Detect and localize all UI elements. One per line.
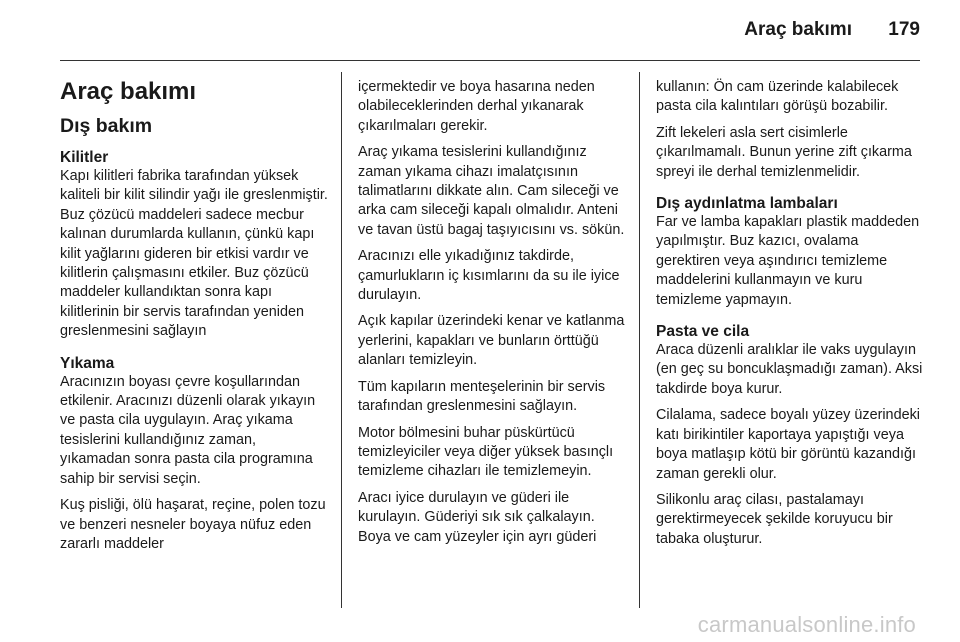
section-title: Dış bakım <box>60 115 153 137</box>
exterior-lights-text: Far ve lamba kapakları plastik maddeden yapılmıştır. Buz kazıcı, ovalama gerektiren veya aşındırıcı temizleme maddelerini kullanmayın ve kuru temizleme yapmayın. <box>656 214 920 308</box>
wash-paragraph-1: Aracınızın boyası çevre koşullarından etkilenir. Aracınızı düzenli olarak yıkayın ve pasta cila uygulayın. Araç yıkama tesislerini kullandığınız zaman, yıkamadan sonra pasta cila programına sahip bir servisi seçin. <box>60 373 316 487</box>
col2-paragraph-2: Araç yıkama tesislerini kullandığınız zaman yıkama cihazı imalatçısının talimatlarını dikkate alın. Cam sileceği ve arka cam sileceği kapalı olmalıdır. Anteni ve tavan üstü bagaj taşıyıcısını vs. sökün. <box>358 144 625 238</box>
wash-heading: Yıkama <box>60 354 115 372</box>
locks-heading: Kilitler <box>60 149 109 166</box>
col2-paragraph-3: Aracınızı elle yıkadığınız takdirde, çamurlukların iç kısımlarını da su ile iyice durulayın. <box>358 248 620 304</box>
col2-paragraph-7: Aracı iyice durulayın ve güderi ile kurulayın. Güderiyi sık sık çalkalayın. Boya ve cam yüzeyler için ayrı güderi <box>358 489 597 545</box>
wash-paragraph-2: Kuş pisliği, ölü haşarat, reçine, polen tozu ve benzeri nesneler boyaya nüfuz eden zararlı maddeler <box>60 497 326 552</box>
header-title: Araç bakımı <box>744 19 852 40</box>
watermark: carmanualsonline.info <box>697 612 916 637</box>
page-header <box>0 0 960 62</box>
column-2 <box>358 78 628 554</box>
col2-paragraph-1: içermektedir ve boya hasarına neden olabileceklerinden derhal yıkanarak çıkarılmaları gerekir. <box>358 79 595 134</box>
col2-paragraph-6: Motor bölmesini buhar püskürtücü temizleyiciler veya diğer yüksek basınçlı temizleme cihazları ile temizlemeyin. <box>358 424 614 480</box>
col2-paragraph-5: Tüm kapıların menteşelerinin bir servis tarafından greslenmesini sağlayın. <box>358 378 606 415</box>
page-number: 179 <box>888 19 920 40</box>
column-divider-2 <box>639 72 640 608</box>
polish-paragraph-2: Cilalama, sadece boyalı yüzey üzerindeki katı birikintiler kaportaya yapıştığı veya boya matlaşıp kötü bir görüntü kazandığı zaman gerekli olur. <box>656 407 920 482</box>
column-1 <box>60 78 328 561</box>
col2-paragraph-4: Açık kapılar üzerindeki kenar ve katlanma yerlerini, kapakları ve bunların örttüğü alanları temizleyin. <box>358 313 625 369</box>
exterior-lights-heading: Dış aydınlatma lambaları <box>656 195 838 213</box>
polish-paragraph-3: Silikonlu araç cilası, pastalamayı gerektirmeyecek şekilde koruyucu bir tabaka oluşturur. <box>656 491 893 547</box>
header-divider <box>60 60 920 61</box>
polish-heading: Pasta ve cila <box>656 323 750 341</box>
column-3 <box>656 78 926 556</box>
polish-paragraph-1: Araca düzenli aralıklar ile vaks uygulayın (en geç su boncuklaşmadığı zaman). Aksi takdirde boya kurur. <box>656 342 923 397</box>
column-divider-1 <box>341 72 342 608</box>
col3-paragraph-1: kullanın: Ön cam üzerinde kalabilecek pasta cila kalıntıları görüşü bozabilir. <box>656 79 899 115</box>
chapter-title: Araç bakımı <box>60 78 197 105</box>
locks-text: Kapı kilitleri fabrika tarafından yüksek kaliteli bir kilit silindir yağı ile greslenmiştir. Buz çözücü maddeleri sadece mecbur kalınan durumlarda kullanın, çünkü kapı kilit yağlarını gideren bir etkisi vardır ve kilitlerin çalışmasını etkiler. Buz çözücü maddeler kullandıktan sonra kapı kilitlerinin bir servis tarafından yeniden greslenmesini sağlayın <box>60 168 328 340</box>
col3-paragraph-2: Zift lekeleri asla sert cisimlerle çıkarılmamalı. Bunun yerine zift çıkarma spreyi ile derhal temizlenmelidir. <box>656 124 912 180</box>
